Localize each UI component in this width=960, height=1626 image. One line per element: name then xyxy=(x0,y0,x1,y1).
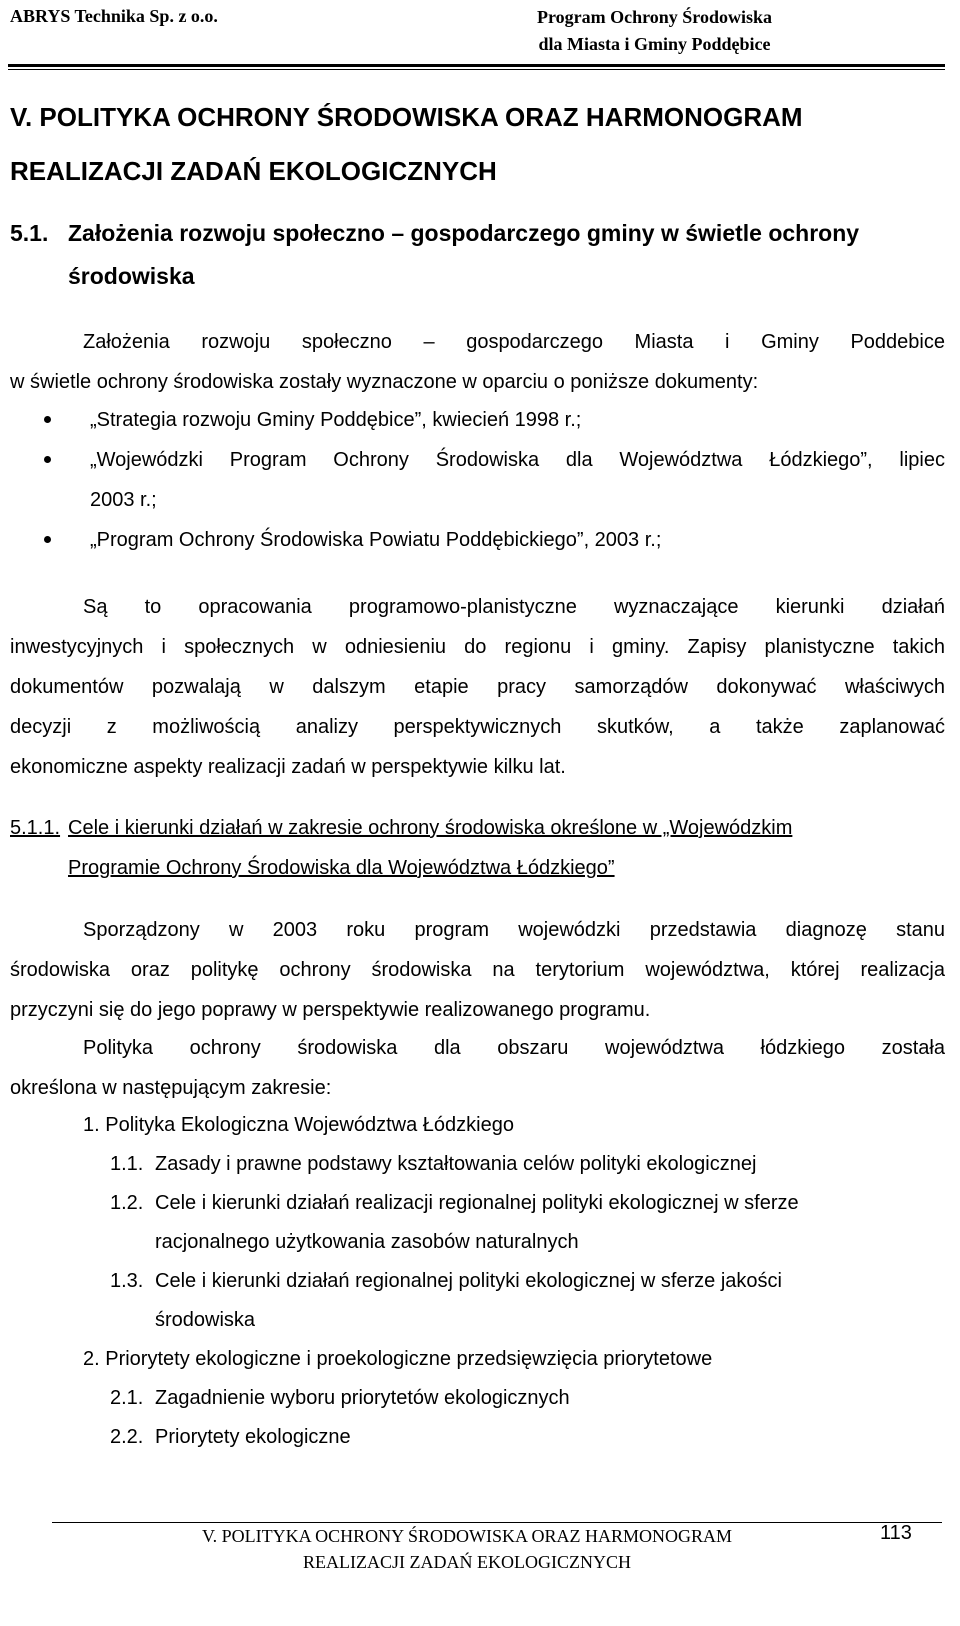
paragraph-line: decyzji z możliwością analizy perspektywicznych skutków, a także zaplanować xyxy=(10,716,945,738)
outline-item-2: 2. Priorytety ekologiczne i proekologiczne przedsięwzięcia priorytetowe xyxy=(83,1348,713,1370)
footer-title xyxy=(152,1523,782,1575)
outline-text: Zagadnienie wyboru priorytetów ekologicznych xyxy=(155,1387,570,1409)
page-number: 113 xyxy=(880,1522,912,1544)
paragraph-1 xyxy=(10,587,945,787)
outline-number: 2.2. xyxy=(110,1426,144,1448)
outline-item-1-3-cont: środowiska xyxy=(155,1309,256,1331)
outline-item-1-1 xyxy=(10,1145,945,1184)
header-rule-thin xyxy=(8,69,945,70)
outline-text: Zasady i prawne podstawy kształtowania celów polityki ekologicznej xyxy=(155,1153,757,1175)
paragraph-line: ekonomiczne aspekty realizacji zadań w perspektywie kilku lat. xyxy=(10,756,566,778)
bullet-icon xyxy=(44,456,51,463)
list-item xyxy=(10,440,945,520)
paragraph-line: przyczyni się do jego poprawy w perspektywie realizowanego programu. xyxy=(10,999,651,1021)
outline-text: Priorytety ekologiczne xyxy=(155,1426,351,1448)
paragraph-3 xyxy=(10,1028,945,1108)
list-item xyxy=(10,520,945,560)
intro-line2: w świetle ochrony środowiska zostały wyznaczone w oparciu o poniższe dokumenty: xyxy=(10,371,759,393)
paragraph-line: środowiska oraz politykę ochrony środowiska na terytorium województwa, której realizacja xyxy=(10,959,945,981)
intro-line1: Założenia rozwoju społeczno – gospodarczego Miasta i Gminy Poddebice xyxy=(83,331,945,353)
footer-title-line1: V. POLITYKA OCHRONY ŚRODOWISKA ORAZ HARMONOGRAM xyxy=(201,1526,733,1546)
section-heading xyxy=(10,212,945,298)
list-item-text: „Wojewódzki Program Ochrony Środowiska dla Województwa Łódzkiego”, lipiec xyxy=(90,449,945,471)
list-item-text-cont: 2003 r.; xyxy=(90,489,157,511)
paragraph-line: Są to opracowania programowo-planistyczne wyznaczające kierunki działań xyxy=(83,596,945,618)
list-item-text: „Strategia rozwoju Gminy Poddębice”, kwiecień 1998 r.; xyxy=(90,409,582,431)
subsection-number: 5.1.1. xyxy=(10,817,61,839)
outline-item-1-2 xyxy=(10,1184,945,1223)
outline-item-2-1 xyxy=(10,1379,945,1418)
bullet-icon xyxy=(44,536,51,543)
documents-list xyxy=(10,400,945,560)
policy-outline xyxy=(10,1106,945,1457)
paragraph-line: Sporządzony w 2003 roku program wojewódzki przedstawia diagnozę stanu xyxy=(83,919,945,941)
outline-item-1: 1. Polityka Ekologiczna Województwa Łódzkiego xyxy=(83,1114,514,1136)
outline-item-1-3 xyxy=(10,1262,945,1301)
bullet-icon xyxy=(44,416,51,423)
company-name: ABRYS Technika Sp. z o.o. xyxy=(10,6,218,26)
program-title-line1: Program Ochrony Środowiska xyxy=(536,7,772,27)
outline-number: 1.2. xyxy=(110,1192,144,1214)
chapter-heading-line1: V. POLITYKA OCHRONY ŚRODOWISKA ORAZ HARMONOGRAM xyxy=(10,102,803,132)
program-title xyxy=(537,4,772,58)
chapter-heading xyxy=(10,90,945,198)
outline-text: Cele i kierunki działań realizacji regionalnej polityki ekologicznej w sferze xyxy=(155,1192,799,1214)
list-item-text: „Program Ochrony Środowiska Powiatu Poddębickiego”, 2003 r.; xyxy=(90,529,662,551)
subsection-heading xyxy=(10,808,945,888)
chapter-heading-line2: REALIZACJI ZADAŃ EKOLOGICZNYCH xyxy=(10,156,497,186)
section-title-line1: Założenia rozwoju społeczno – gospodarczego gminy w świetle ochrony xyxy=(68,220,860,246)
paragraph-line: określona w następującym zakresie: xyxy=(10,1077,332,1099)
outline-number: 1.1. xyxy=(110,1153,144,1175)
subsection-title-line2: Programie Ochrony Środowiska dla Województwa Łódzkiego” xyxy=(68,857,615,879)
outline-number: 2.1. xyxy=(110,1387,144,1409)
outline-text: Cele i kierunki działań regionalnej polityki ekologicznej w sferze jakości xyxy=(155,1270,782,1292)
footer-title-line2: REALIZACJI ZADAŃ EKOLOGICZNYCH xyxy=(303,1552,631,1572)
outline-item-2-2 xyxy=(10,1418,945,1457)
paragraph-line: dokumentów pozwalają w dalszym etapie pracy samorządów dokonywać właściwych xyxy=(10,676,945,698)
intro-paragraph xyxy=(10,322,945,402)
paragraph-line: inwestycyjnych i społecznych w odniesieniu do regionu i gminy. Zapisy planistyczne takich xyxy=(10,636,945,658)
program-title-line2: dla Miasta i Gminy Poddębice xyxy=(538,34,771,54)
paragraph-2 xyxy=(10,910,945,1030)
header-rule-thick xyxy=(8,64,945,67)
outline-item-1-2-cont: racjonalnego użytkowania zasobów naturalnych xyxy=(155,1231,579,1253)
section-title-line2: środowiska xyxy=(68,263,195,289)
section-number: 5.1. xyxy=(10,220,49,246)
list-item xyxy=(10,400,945,440)
outline-number: 1.3. xyxy=(110,1270,144,1292)
paragraph-line: Polityka ochrony środowiska dla obszaru województwa łódzkiego została xyxy=(83,1037,945,1059)
subsection-title-line1: Cele i kierunki działań w zakresie ochrony środowiska określone w „Wojewódzkim xyxy=(68,817,793,839)
